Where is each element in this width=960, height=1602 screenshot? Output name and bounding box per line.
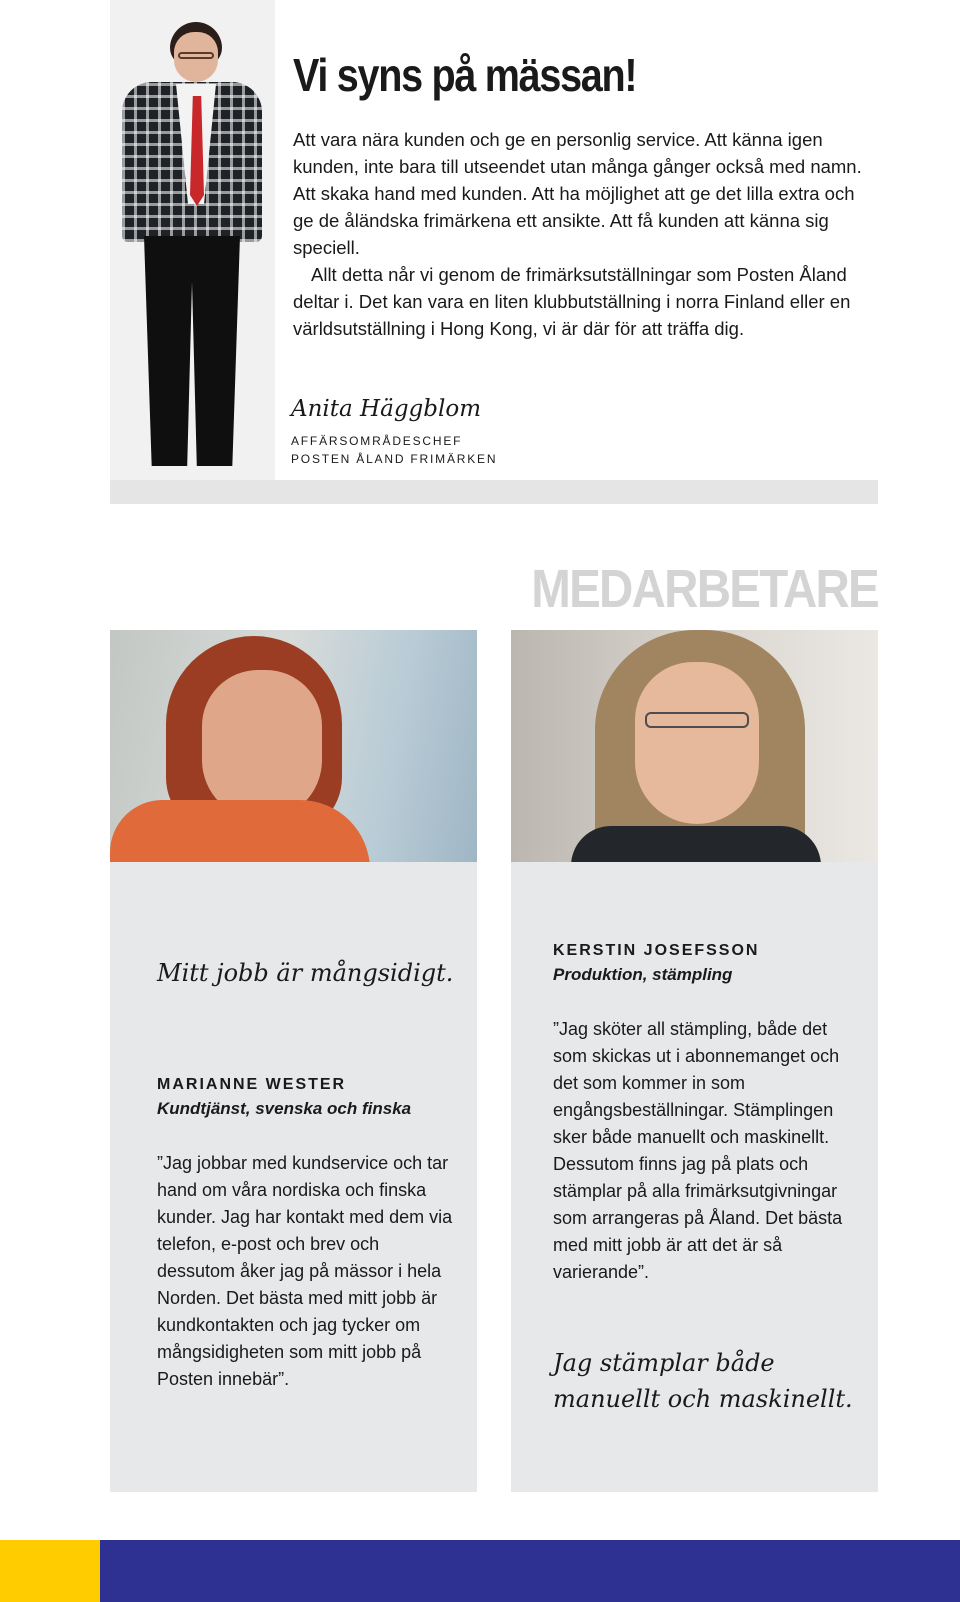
photo-top: [571, 826, 821, 862]
employee-name: MARIANNE WESTER: [157, 1076, 347, 1093]
photo-glasses: [645, 712, 749, 728]
manager-glasses: [178, 52, 214, 59]
employee-role: Kundtjänst, svenska och finska: [157, 1099, 412, 1118]
signature-name: Anita Häggblom: [291, 396, 481, 422]
employee-highlight-quote: Jag stämplar både manuellt och maskinellt.: [553, 1349, 853, 1413]
employee-role: Produktion, stämpling: [553, 965, 733, 984]
divider-bar: [110, 480, 878, 504]
photo-face: [635, 662, 759, 824]
footer-yellow-block: [0, 1540, 100, 1602]
photo-face: [202, 670, 322, 820]
employee-name: KERSTIN JOSEFSSON: [553, 942, 760, 959]
employee-quote: ”Jag jobbar med kundservice och tar hand om våra nordiska och finska kunder. Jag har kontakt med dem via telefon, e-post och brev och dessutom åker jag på mässor i hela Norden. Det bästa med mitt jobb är kundkontakten och jag tycker om mångsidigheten som mitt jobb på Posten innebär”.: [157, 1153, 453, 1389]
intro-paragraph: Att vara nära kunden och ge en personlig service. Att känna igen kunden, inte bara till utseendet utan många gånger också med namn. Att skaka hand med kunden. Att ha möjlighet att ge det lilla extra och ge de åländska frimärkena ett ansikte. Att få kunden att känna sig speciell.: [293, 129, 862, 258]
footer-blue-band: [100, 1540, 960, 1602]
manager-trousers: [144, 236, 240, 466]
employee-photo: [511, 630, 878, 862]
intro-text: [293, 126, 863, 342]
signature-role: AFFÄRSOMRÅDESCHEF: [291, 434, 463, 448]
employee-photo: [110, 630, 477, 862]
signature-organization: POSTEN ÅLAND FRIMÄRKEN: [291, 452, 498, 466]
employee-highlight-quote: Mitt jobb är mångsidigt.: [157, 959, 454, 987]
page-title: Vi syns på mässan!: [293, 49, 637, 101]
manager-photo: [110, 0, 275, 480]
employee-card: [110, 630, 477, 1492]
employee-quote: ”Jag sköter all stämpling, både det som skickas ut i abonnemanget och det som kommer in som engångsbeställningar. Stämplingen sker både manuellt och maskinellt. Dessutom finns jag på plats och stämplar på alla frimärksutgivningar som arrangeras på Åland. Det bästa med mitt jobb är att det är så varierande”.: [553, 1019, 843, 1282]
section-title: MEDARBETARE: [531, 559, 878, 619]
intro-paragraph: Allt detta når vi genom de frimärksutställningar som Posten Åland deltar i. Det kan vara en liten klubbutställning i norra Finland eller en världsutställning i Hong Kong, vi är där för att träffa dig.: [293, 264, 851, 339]
employee-card: [511, 630, 878, 1492]
photo-jacket: [110, 800, 370, 862]
